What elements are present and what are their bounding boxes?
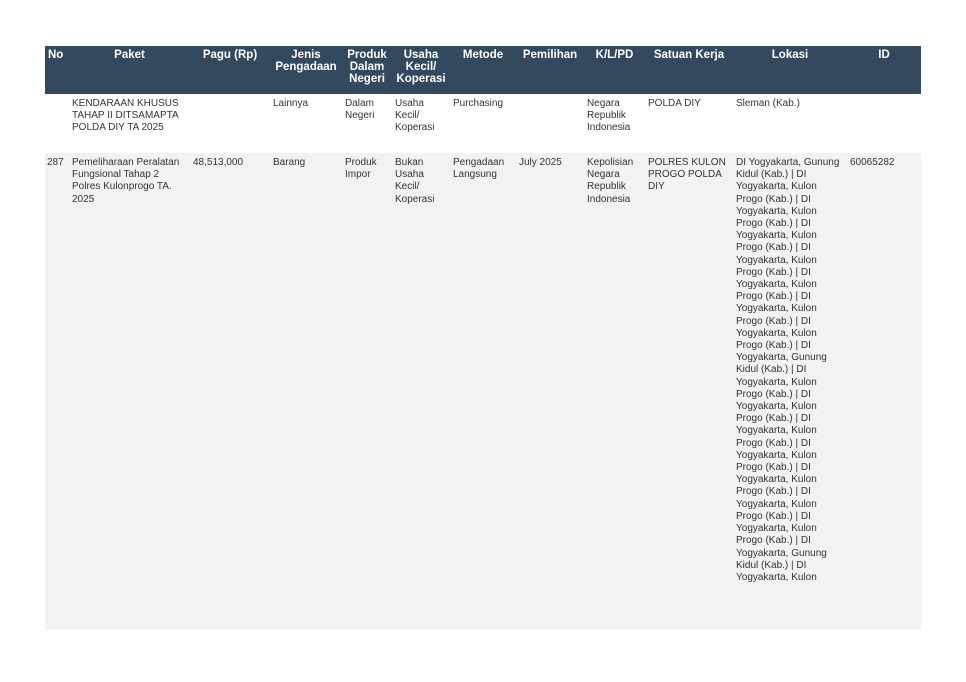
cell-jenis: Lainnya	[270, 94, 342, 153]
header-paket: Paket	[69, 46, 190, 94]
cell-satuan: POLDA DIY	[645, 94, 733, 153]
header-usaha-kecil: Usaha Kecil/ Koperasi	[392, 46, 450, 94]
table-row	[45, 94, 921, 153]
cell-usaha: Usaha Kecil/ Koperasi	[392, 94, 450, 153]
header-lokasi: Lokasi	[733, 46, 847, 94]
header-no: No	[45, 46, 69, 94]
header-satuan-kerja: Satuan Kerja	[645, 46, 733, 94]
header-jenis-pengadaan: Jenis Pengadaan	[270, 46, 342, 94]
table-header-row	[45, 46, 921, 94]
cell-pagu: 48,513,000	[190, 153, 270, 629]
header-metode: Metode	[450, 46, 516, 94]
cell-no	[45, 94, 69, 153]
cell-produk: Dalam Negeri	[342, 94, 392, 153]
procurement-table-container	[45, 46, 921, 629]
cell-no: 287	[45, 153, 69, 629]
cell-paket: Pemeliharaan Peralatan Fungsional Tahap 2 Polres Kulonprogo TA. 2025	[69, 153, 190, 629]
cell-klpd: Negara Republik Indonesia	[584, 94, 645, 153]
cell-jenis: Barang	[270, 153, 342, 629]
header-pemilihan: Pemilihan	[516, 46, 584, 94]
header-id: ID	[847, 46, 921, 94]
cell-metode: Purchasing	[450, 94, 516, 153]
cell-klpd: Kepolisian Negara Republik Indonesia	[584, 153, 645, 629]
cell-paket: KENDARAAN KHUSUS TAHAP II DITSAMAPTA POLDA DIY TA 2025	[69, 94, 190, 153]
cell-produk: Produk Impor	[342, 153, 392, 629]
cell-pagu	[190, 94, 270, 153]
cell-id	[847, 94, 921, 153]
cell-satuan: POLRES KULON PROGO POLDA DIY	[645, 153, 733, 629]
header-klpd: K/L/PD	[584, 46, 645, 94]
cell-id: 60065282	[847, 153, 921, 629]
header-produk-dalam-negeri: Produk Dalam Negeri	[342, 46, 392, 94]
cell-lokasi: Sleman (Kab.)	[733, 94, 847, 153]
cell-pemilihan: July 2025	[516, 153, 584, 629]
cell-lokasi: DI Yogyakarta, Gunung Kidul (Kab.) | DI Yogyakarta, Kulon Progo (Kab.) | DI Yogyakarta, Kulon Progo (Kab.) | DI Yogyakarta, Kulon Progo (Kab.) | DI Yogyakarta, Kulon Progo (Kab.) | DI Yogyakarta, Kulon Progo (Kab.) | DI Yogyakarta, Kulon Progo (Kab.) | DI Yogyakarta, Kulon Progo (Kab.) | DI Yogyakarta, Gunung Kidul (Kab.) | DI Yogyakarta, Kulon Progo (Kab.) | DI Yogyakarta, Kulon Progo (Kab.) | DI Yogyakarta, Kulon Progo (Kab.) | DI Yogyakarta, Kulon Progo (Kab.) | DI Yogyakarta, Kulon Progo (Kab.) | DI Yogyakarta, Kulon Progo (Kab.) | DI Yogyakarta, Kulon Progo (Kab.) | DI Yogyakarta, Gunung Kidul (Kab.) | DI Yogyakarta, Kulon	[733, 153, 847, 629]
table-row	[45, 153, 921, 629]
cell-usaha: Bukan Usaha Kecil/ Koperasi	[392, 153, 450, 629]
cell-metode: Pengadaan Langsung	[450, 153, 516, 629]
procurement-table	[45, 46, 921, 629]
cell-pemilihan	[516, 94, 584, 153]
header-pagu: Pagu (Rp)	[190, 46, 270, 94]
